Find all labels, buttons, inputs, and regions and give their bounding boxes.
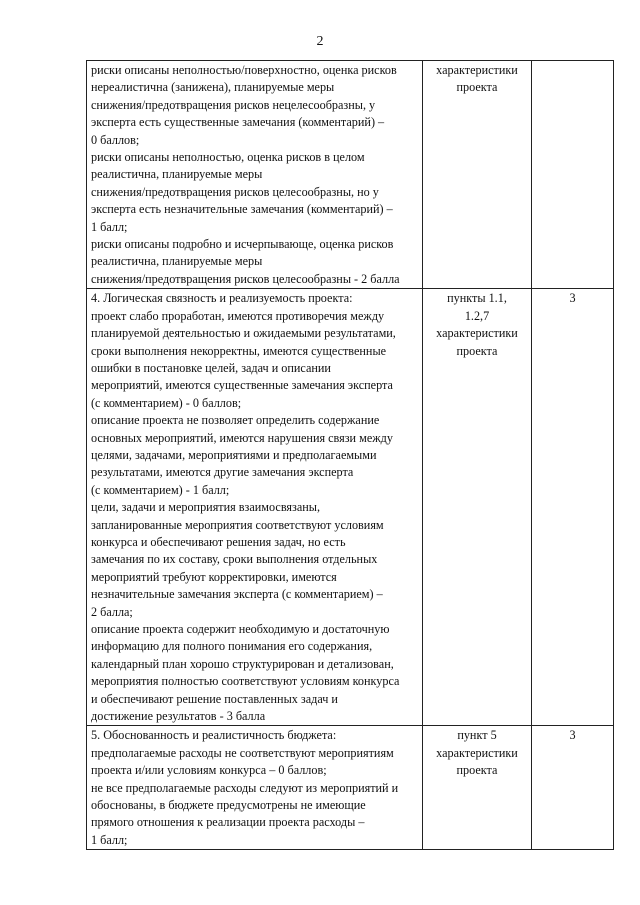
criterion-text-line: основных мероприятий, имеются нарушения связи между <box>91 430 393 445</box>
criteria-row <box>87 289 614 726</box>
criterion-text-line: 2 балла; <box>91 604 133 619</box>
criterion-text-line: ошибки в постановке целей, задач и описании <box>91 360 331 375</box>
criterion-text-line: незначительные замечания эксперта (с комментарием) – <box>91 587 383 602</box>
criterion-text-line: нереалистична (занижена), планируемые меры <box>91 80 335 95</box>
criterion-text-line: снижения/предотвращения рисков нецелесообразны, у <box>91 97 376 112</box>
criterion-text-line: календарный план хорошо структурирован и детализован, <box>91 656 394 671</box>
criterion-text-line: информацию для полного понимания его содержания, <box>91 639 373 654</box>
criterion-text-line: эксперта есть незначительные замечания (комментарий) – <box>91 202 393 217</box>
criterion-text-line: описание проекта не позволяет определить содержание <box>91 413 380 428</box>
criterion-text-line: проект слабо проработан, имеются противоречия между <box>91 308 385 323</box>
criterion-text-line: риски описаны неполностью/поверхностно, оценка рисков <box>91 63 397 77</box>
source-reference-line: характеристики <box>436 745 518 760</box>
max-score-value: 3 <box>569 291 576 306</box>
source-reference-line: 1.2,7 <box>464 308 490 323</box>
max-score-cell <box>532 726 614 850</box>
source-reference-line: проекта <box>456 80 498 95</box>
source-reference-line: проекта <box>456 343 498 358</box>
criterion-text-line: описание проекта содержит необходимую и достаточную <box>91 622 390 636</box>
criterion-text-line: достижение результатов - 3 балла <box>91 709 266 724</box>
criterion-description-cell <box>87 289 423 726</box>
source-reference-cell <box>423 61 532 289</box>
criterion-text-line: мероприятия полностью соответствуют условиям конкурса <box>91 674 400 689</box>
criterion-text-line: 5. Обоснованность и реалистичность бюджета: <box>91 728 337 743</box>
source-reference-cell <box>423 726 532 850</box>
criterion-text-line: 0 баллов; <box>91 132 140 147</box>
criterion-description-cell <box>87 61 423 289</box>
source-reference-line: пункты 1.1, <box>447 291 507 306</box>
criterion-text-line: результатами, имеются другие замечания эксперта <box>91 465 354 480</box>
criterion-text-line: мероприятий, имеются существенные замечания эксперта <box>91 378 393 393</box>
criterion-text-line: прямого отношения к реализации проекта расходы – <box>91 815 365 830</box>
criterion-text-line: планируемой деятельностью и ожидаемыми результатами, <box>91 326 396 341</box>
criterion-text-line: реалистична, планируемые меры <box>91 254 263 269</box>
page-number: 2 <box>316 34 324 49</box>
criterion-text-line: снижения/предотвращения рисков целесообразны, но у <box>91 184 379 199</box>
criterion-text-line: целями, задачами, мероприятиями и предполагаемыми <box>91 447 377 462</box>
criterion-text-line: сроки выполнения некорректны, имеются существенные <box>91 343 387 358</box>
criterion-text-line: проекта и/или условиям конкурса – 0 баллов; <box>91 763 327 778</box>
criterion-text-line: мероприятий требуют корректировки, имеются <box>91 569 337 584</box>
criteria-row <box>87 726 614 850</box>
criterion-text-line: риски описаны неполностью, оценка рисков в целом <box>91 150 365 165</box>
criterion-text-line: 1 балл; <box>91 832 128 847</box>
source-reference-line: проекта <box>456 763 498 778</box>
criterion-text-line: запланированные мероприятия соответствуют условиям <box>91 517 384 532</box>
criterion-text-line: замечания по их составу, сроки выполнения отдельных <box>91 552 378 567</box>
source-reference-cell <box>423 289 532 726</box>
criterion-text-line: 1 балл; <box>91 219 128 234</box>
criterion-text-line: конкурса и обеспечивают решения задач, но есть <box>91 534 346 549</box>
criterion-text-line: (с комментарием) - 0 баллов; <box>91 395 242 410</box>
criterion-text-line: эксперта есть существенные замечания (комментарий) – <box>91 115 385 130</box>
criterion-text-line: снижения/предотвращения рисков целесообразны - 2 балла <box>91 271 400 286</box>
criterion-text-line: обоснованы, в бюджете предусмотрены не имеющие <box>91 798 366 813</box>
criterion-text-line: реалистична, планируемые меры <box>91 167 263 182</box>
criterion-text-line: цели, задачи и мероприятия взаимосвязаны, <box>91 500 320 515</box>
criterion-text-line: (с комментарием) - 1 балл; <box>91 482 230 497</box>
criterion-text-line: предполагаемые расходы не соответствуют мероприятиям <box>91 745 394 760</box>
criteria-table <box>86 60 614 850</box>
source-reference-line: пункт 5 <box>457 728 497 743</box>
source-reference-line: характеристики <box>436 63 518 77</box>
criterion-text-line: не все предполагаемые расходы следуют из мероприятий и <box>91 780 399 795</box>
criterion-description-cell <box>87 726 423 850</box>
source-reference-line: характеристики <box>436 326 518 341</box>
criterion-text-line: и обеспечивают решение поставленных задач и <box>91 691 338 706</box>
criteria-row <box>87 61 614 289</box>
criterion-text-line: риски описаны подробно и исчерпывающе, оценка рисков <box>91 237 394 252</box>
max-score-cell <box>532 289 614 726</box>
max-score-cell <box>532 61 614 289</box>
criteria-table-body <box>87 61 614 850</box>
criterion-text-line: 4. Логическая связность и реализуемость проекта: <box>91 291 353 306</box>
max-score-value: 3 <box>569 728 576 743</box>
